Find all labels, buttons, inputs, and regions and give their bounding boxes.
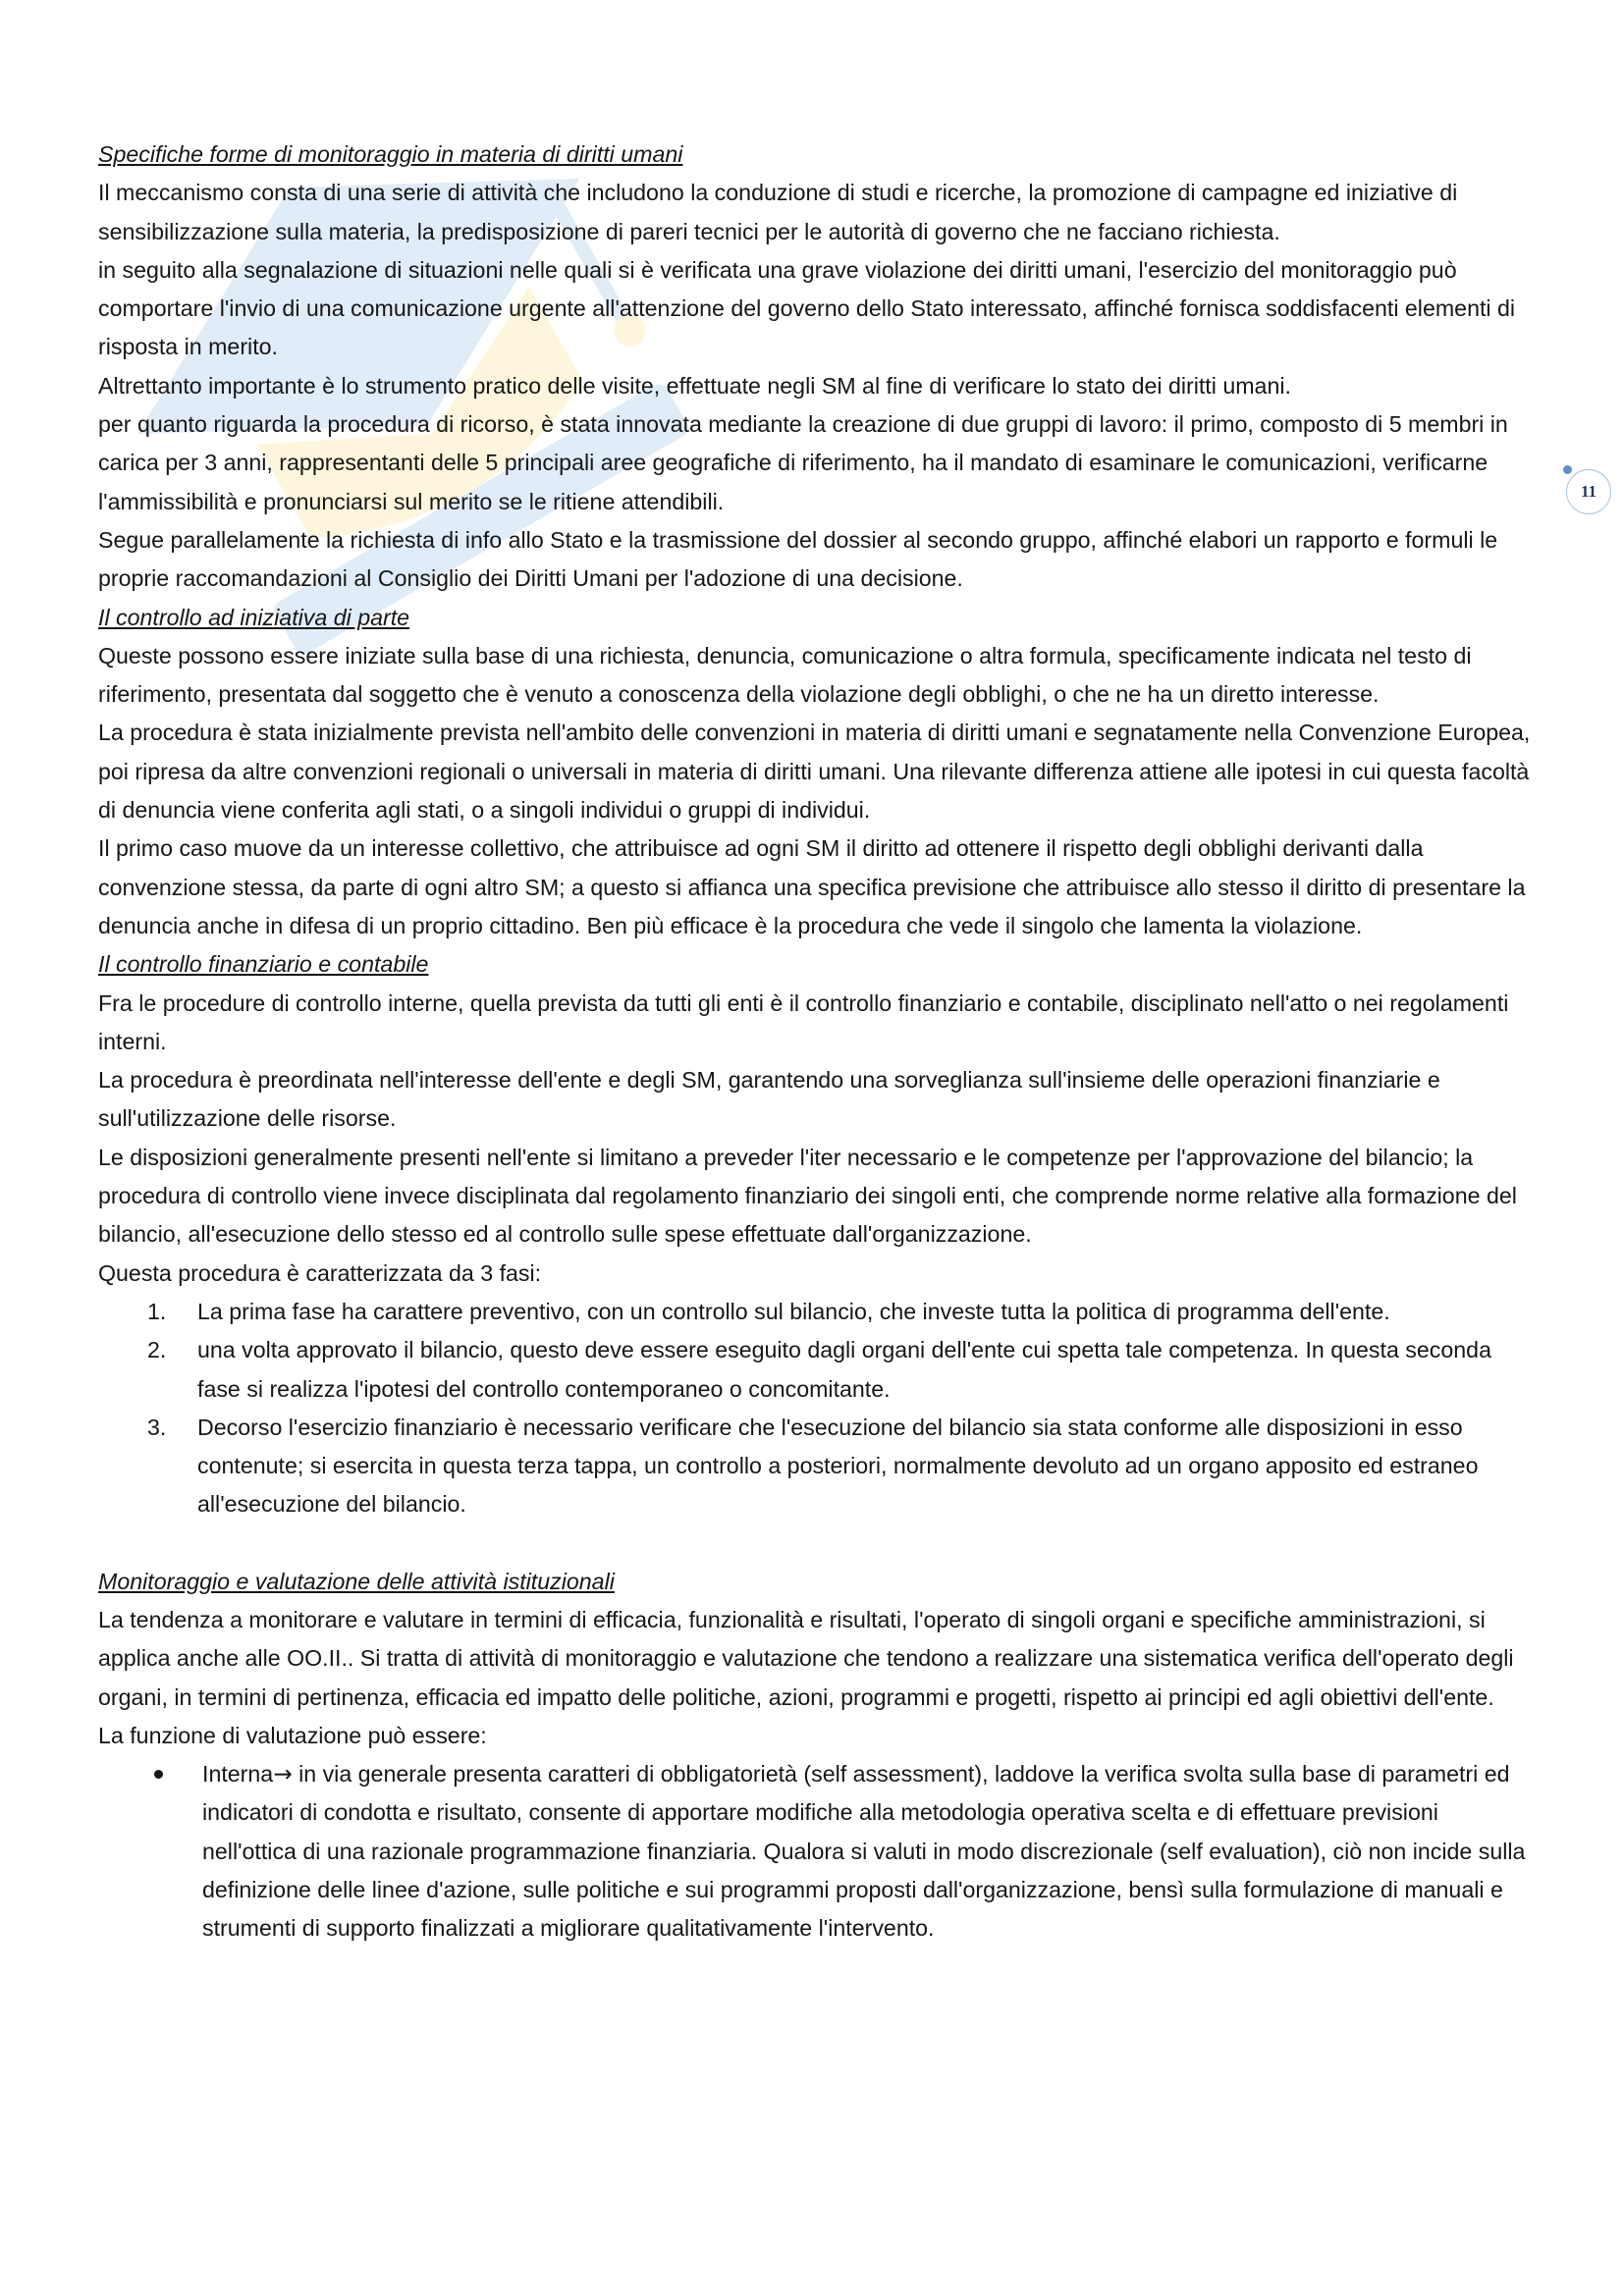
list-marker: 3. (147, 1414, 167, 1440)
list-item-text: La prima fase ha carattere preventivo, con un controllo sul bilancio, che investe tutta la politica di programma dell'ente. (197, 1298, 1390, 1324)
list-item-text: Decorso l'esercizio finanziario è necessario verificare che l'esecuzione del bilancio sia stata conforme alle disposizioni in esso contenute; si esercita in questa terza tappa, un controllo a posteriori, normalmente devoluto ad un organo apposito ed estraneo all'esecuzione del bilancio. (197, 1414, 1479, 1518)
paragraph: in seguito alla segnalazione di situazioni nelle quali si è verificata una grave violazione dei diritti umani, l'esercizio del monitoraggio può comportare l'invio di una comunicazione urgente all'attenzione del governo dello Stato interessato, affinché fornisca soddisfacenti elementi di risposta in merito. (98, 256, 1516, 360)
paragraph: La procedura è stata inizialmente prevista nell'ambito delle convenzioni in materia di diritti umani e segnatamente nella Convenzione Europea, poi ripresa da altre convenzioni regionali o universali in materia di diritti umani. Una rilevante differenza attiene alle ipotesi in cui questa facoltà di denuncia viene conferita agli stati, o a singoli individui o gruppi di individui. (98, 720, 1531, 824)
list-item (98, 1331, 1532, 1409)
spacer (98, 1524, 1532, 1563)
paragraph: Altrettanto importante è lo strumento pratico delle visite, effettuate negli SM al fine di verificare lo stato dei diritti umani. (98, 372, 1291, 399)
page-badge-dot (1563, 465, 1572, 474)
list-item-text: una volta approvato il bilancio, questo deve essere eseguito dagli organi dell'ente cui spetta tale competenza. In questa seconda fase si realizza l'ipotesi del controllo contemporaneo o concomitante. (197, 1337, 1491, 1402)
page-number-badge (1566, 469, 1611, 514)
paragraph: per quanto riguarda la procedura di ricorso, è stata innovata mediante la creazione di due gruppi di lavoro: il primo, composto di 5 membri in carica per 3 anni, rappresentanti delle 5 principali aree geografiche di riferimento, ha il mandato di esaminare le comunicazioni, verificarne l'ammissibilità e pronunciarsi sul merito se le ritiene attendibili. (98, 411, 1508, 514)
paragraph: Il meccanismo consta di una serie di attività che includono la conduzione di studi e ricerche, la promozione di campagne ed iniziative di sensibilizzazione sulla materia, la predisposizione di pareri tecnici per le autorità di governo che ne facciano richiesta. (98, 180, 1458, 244)
paragraph: La procedura è preordinata nell'interesse dell'ente e degli SM, garantendo una sorveglianza sull'insieme delle operazioni finanziarie e sull'utilizzazione delle risorse. (98, 1067, 1440, 1132)
paragraph: La tendenza a monitorare e valutare in termini di efficacia, funzionalità e risultati, l'operato di singoli organi e specifiche amministrazioni, si applica anche alle OO.II.. Si tratta di attività di monitoraggio e valutazione che tendono a realizzare una sistematica verifica dell'operato degli organi, in termini di pertinenza, efficacia ed impatto delle politiche, azioni, programmi e progetti, rispetto ai principi ed agli obiettivi dell'ente. (98, 1606, 1514, 1710)
section-heading-institutional-evaluation: Monitoraggio e valutazione delle attività istituzionali (98, 1568, 615, 1594)
list-item (98, 1755, 1532, 1948)
paragraph: La funzione di valutazione può essere: (98, 1722, 487, 1748)
page-number: 11 (1580, 482, 1597, 501)
section-heading-financial-control: Il controllo finanziario e contabile (98, 951, 429, 978)
paragraph: Segue parallelamente la richiesta di info allo Stato e la trasmissione del dossier al secondo gruppo, affinché elabori un rapporto e formuli le proprie raccomandazioni al Consiglio dei Diritti Umani per l'adozione di una decisione. (98, 526, 1498, 592)
paragraph: Fra le procedure di controllo interne, quella prevista da tutti gli enti è il controllo finanziario e contabile, disciplinato nell'atto o nei regolamenti interni. (98, 989, 1509, 1054)
list-marker: 2. (147, 1337, 167, 1363)
phases-list (98, 1293, 1532, 1524)
list-item (98, 1293, 1532, 1331)
list-item (98, 1409, 1532, 1524)
arrow-right-icon: → (273, 1761, 293, 1789)
paragraph: Le disposizioni generalmente presenti nell'ente si limitano a preveder l'iter necessario e le competenze per l'approvazione del bilancio; la procedura di controllo viene invece disciplinata dal regolamento finanziario dei singoli enti, che comprende norme relative alla formazione del bilancio, all'esecuzione dello stesso ed al controllo sulle spese effettuate dall'organizzazione. (98, 1144, 1517, 1248)
document-body (98, 135, 1532, 1949)
paragraph: Queste possono essere iniziate sulla base di una richiesta, denuncia, comunicazione o altra formula, specificamente indicata nel testo di riferimento, presentata dal soggetto che è venuto a conoscenza della violazione degli obblighi, o che ne ha un diretto interesse. (98, 642, 1472, 708)
section-heading-party-initiative-control: Il controllo ad iniziativa di parte (98, 604, 410, 630)
paragraph: Questa procedura è caratterizzata da 3 fasi: (98, 1259, 542, 1286)
section-heading-human-rights-monitoring: Specifiche forme di monitoraggio in materia di diritti umani (98, 141, 683, 167)
paragraph: Il primo caso muove da un interesse collettivo, che attribuisce ad ogni SM il diritto ad ottenere il rispetto degli obblighi derivanti dalla convenzione stessa, da parte di ogni altro SM; a questo si affianca una specifica previsione che attribuisce allo stesso il diritto di presentare la denuncia anche in difesa di un proprio cittadino. Ben più efficace è la procedura che vede il singolo che lamenta la violazione. (98, 835, 1526, 938)
list-marker: 1. (147, 1298, 167, 1324)
bullet-term: Interna (202, 1761, 274, 1788)
list-item-text: in via generale presenta caratteri di obbligatorietà (self assessment), laddove la verifica svolta sulla base di parametri ed indicatori di condotta e risultato, consente di apportare modifiche alla metodologia operativa scelta e di effettuare previsioni nell'ottica di una razionale programmazione finanziaria. Qualora si valuti in modo discrezionale (self evaluation), ciò non incide sulla definizione delle linee d'azione, sulle politiche e sui programmi proposti dall'organizzazione, bensì sulla formulazione di manuali e strumenti di supporto finalizzati a migliorare qualitativamente l'intervento. (202, 1761, 1526, 1942)
bullet-icon (154, 1770, 163, 1779)
evaluation-list (98, 1755, 1532, 1948)
